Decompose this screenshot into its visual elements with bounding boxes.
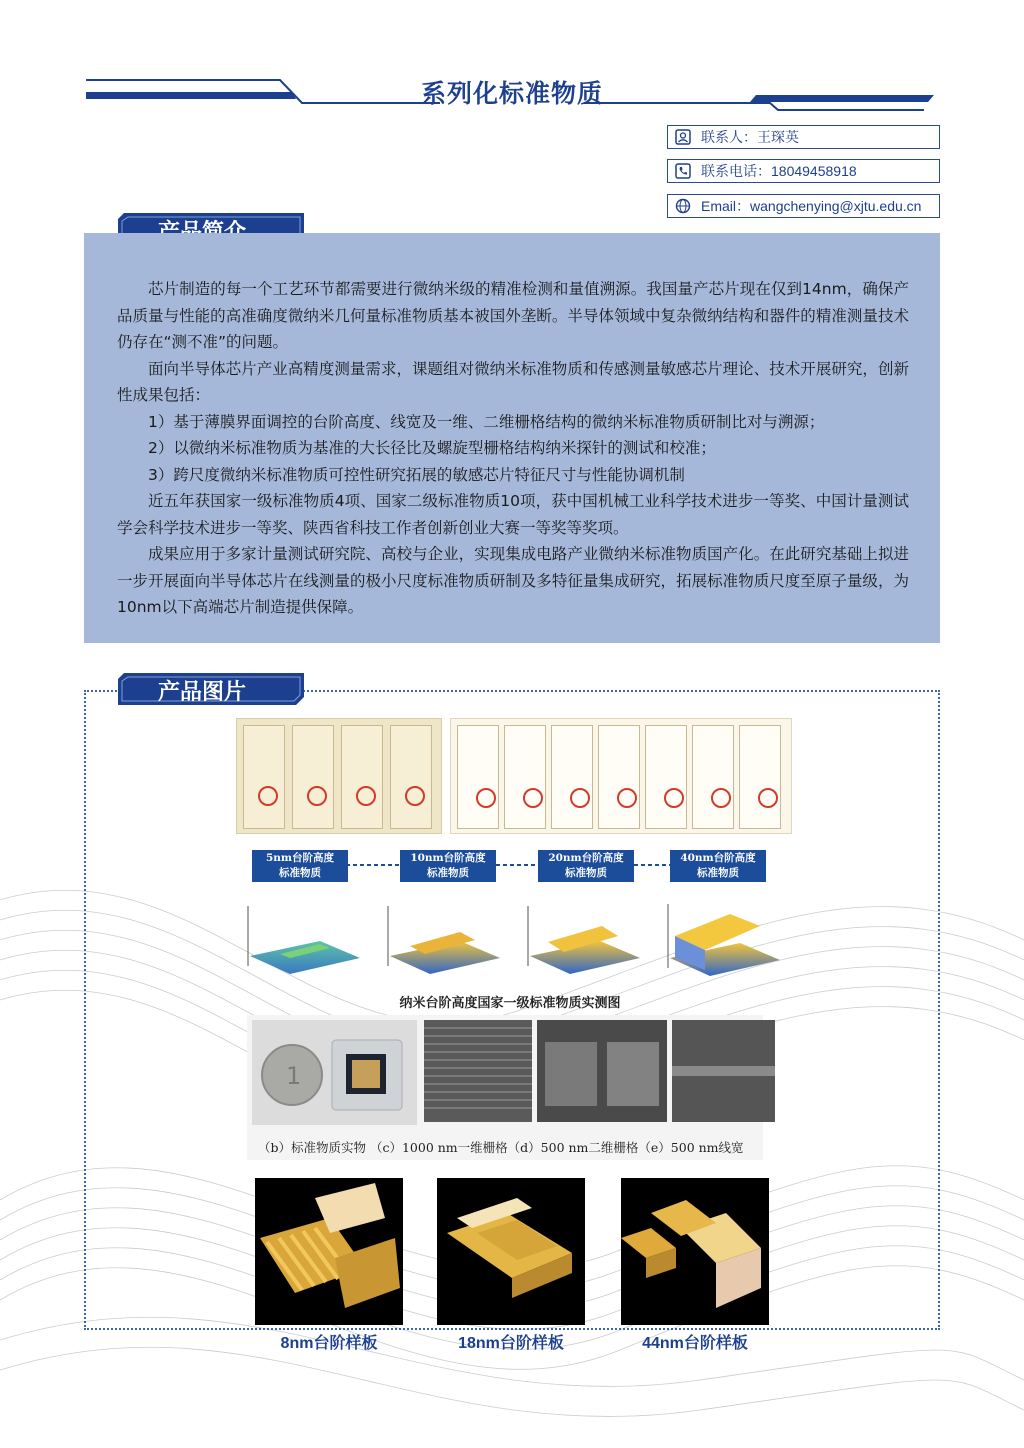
step-label-line: 40nm台阶高度 (680, 852, 756, 864)
step-label-line: 10nm台阶高度 (410, 852, 486, 864)
sem-1d-grating (424, 1020, 532, 1122)
step-label-line: 5nm台阶高度 (265, 852, 335, 864)
phone-icon (675, 163, 691, 179)
sample-photo (252, 1020, 417, 1125)
globe-icon (675, 198, 691, 214)
step-label-line: 标准物质 (697, 867, 739, 879)
intro-paragraph: 近五年获国家一级标准物质4项、国家二级标准物质10项，获中国机械工业科学技术进步一等奖、中国计量测试学会科学技术进步一等奖、陕西省科技工作者创新创业大赛一等奖等奖项。 (117, 492, 909, 537)
step-label-40nm (670, 850, 766, 882)
contact-email[interactable] (667, 194, 940, 218)
intro-list-item: 2）以微纳米标准物质为基准的大长径比及螺旋型栅格结构纳米探针的测试和校准； (148, 439, 716, 457)
contact-person-text: 联系人：王琛英 (701, 129, 799, 145)
sample-44nm-label: 44nm台阶样板 (642, 1335, 748, 1352)
step-label-5nm (252, 850, 348, 882)
plot-20nm (528, 906, 640, 974)
products-section-tab (118, 673, 304, 705)
sem-linewidth (672, 1020, 775, 1122)
step-height-plots (230, 896, 790, 996)
intro-panel (84, 233, 940, 643)
plot-5nm (248, 906, 360, 974)
photo-caption: （b）标准物质实物 （c）1000 nm一维栅格（d）500 nm二维栅格（e）500 nm线宽 (258, 1140, 744, 1155)
person-icon (675, 129, 691, 145)
intro-paragraph: 面向半导体芯片产业高精度测量需求，课题组对微纳米标准物质和传感测量敏感芯片理论、技术开展研究，创新性成果包括： (117, 359, 909, 404)
sample-8nm-image (255, 1178, 403, 1325)
certificate-seals (236, 718, 796, 832)
step-label-line: 标准物质 (427, 867, 469, 879)
page-title: 系列化标准物质 (420, 79, 603, 108)
step-label-line: 标准物质 (279, 867, 321, 879)
step-label-10nm (400, 850, 496, 882)
intro-body (117, 276, 909, 621)
step-label-line: 20nm台阶高度 (548, 852, 624, 864)
plot-40nm (668, 904, 780, 976)
step-label-line: 标准物质 (565, 867, 607, 879)
sem-2d-grating (537, 1020, 667, 1122)
sample-8nm-label: 8nm台阶样板 (280, 1335, 378, 1352)
sample-18nm-label: 18nm台阶样板 (458, 1335, 564, 1352)
contact-person (667, 125, 940, 149)
plot-caption: 纳米台阶高度国家一级标准物质实测图 (399, 996, 621, 1011)
step-label-20nm (538, 850, 634, 882)
contact-phone (667, 159, 940, 183)
sample-44nm-image (621, 1178, 769, 1325)
svg-text:1: 1 (286, 1062, 302, 1090)
intro-list-item: 3）跨尺度微纳米标准物质可控性研究拓展的敏感芯片特征尺寸与性能协调机制 (148, 465, 685, 484)
intro-paragraph: 芯片制造的每一个工艺环节都需要进行微纳米级的精准检测和量值溯源。我国量产芯片现在仅到14nm，确保产品质量与性能的高准确度微纳米几何量标准物质基本被国外垄断。半导体领域中复杂微纳结构和器件的精准测量技术仍存在“测不准”的问题。 (117, 280, 909, 351)
plot-10nm (388, 906, 500, 974)
sample-18nm-image (437, 1178, 585, 1325)
products-heading: 产品图片 (158, 680, 247, 705)
intro-paragraph: 成果应用于多家计量测试研究院、高校与企业，实现集成电路产业微纳米标准物质国产化。在此研究基础上拟进一步开展面向半导体芯片在线测量的极小尺度标准物质研制及多特征量集成研究，拓展标准物质尺度至原子量级，为10nm以下高端芯片制造提供保障。 (117, 545, 909, 616)
contact-email-text[interactable]: Email：wangchenying@xjtu.edu.cn (701, 198, 922, 214)
contact-phone-text: 联系电话：18049458918 (701, 163, 857, 179)
intro-list-item: 1）基于薄膜界面调控的台阶高度、线宽及一维、二维栅格结构的微纳米标准物质研制比对与溯源； (148, 412, 825, 431)
